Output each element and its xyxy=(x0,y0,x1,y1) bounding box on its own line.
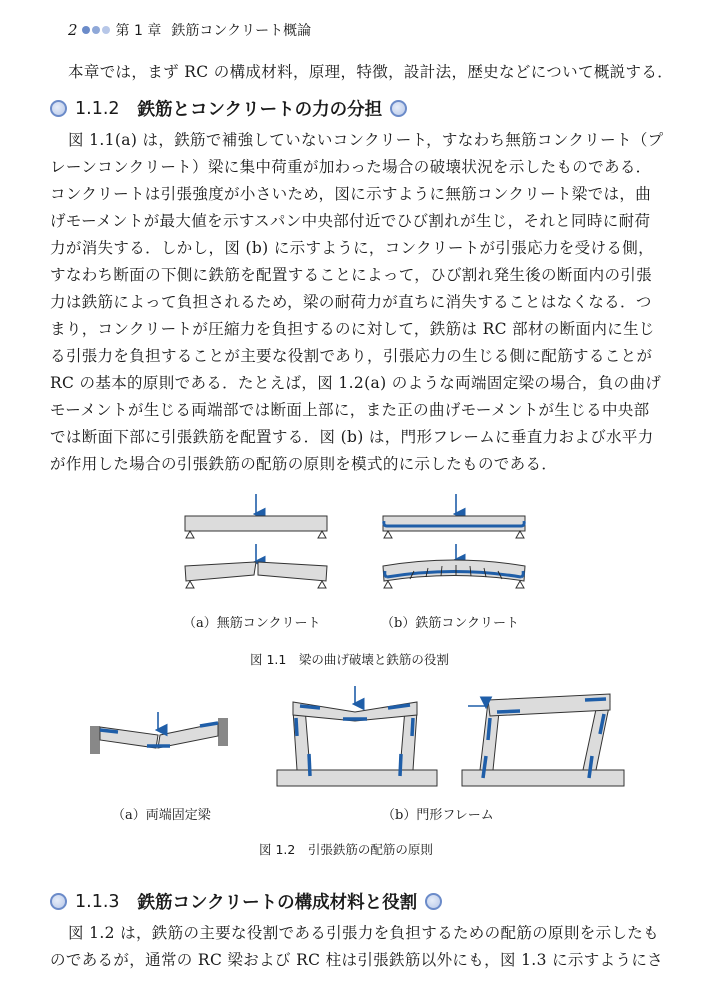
body-line: まり，コンクリートが圧縮力を負担するのに対して，鉄筋は RC 部材の断面内に生じ xyxy=(50,320,655,338)
body-line: では断面下部に引張鉄筋を配置する．図 (b) は，門形フレームに垂直力および水平力 xyxy=(50,428,654,446)
body-line: レーンコンクリート）梁に集中荷重が加わった場合の破壊状況を示したものである． xyxy=(50,158,652,176)
body-line: 図 1.2 は，鉄筋の主要な役割である引張力を負担するための配筋の原則を示したも xyxy=(68,924,660,942)
portal-frame-horizontal-load xyxy=(462,694,624,786)
chapter-title: 鉄筋コンクリート概論 xyxy=(171,23,312,39)
body-line: 力が消失する．しかし，図 (b) に示すように，コンクリートが引張応力を受ける側， xyxy=(50,239,654,257)
circle-bullet-icon xyxy=(390,100,407,117)
plain-beam-intact xyxy=(185,494,327,538)
rc-beam-intact xyxy=(383,494,525,538)
body-line: 力は鉄筋によって負担されるため，梁の耐荷力が直ちに消失することはなくなる．つ xyxy=(50,293,652,311)
section-number: 1.1.3 xyxy=(75,891,120,912)
chapter-number: 第 1 章 xyxy=(115,23,162,39)
figure-1-1-caption: 図 1.1 梁の曲げ破壊と鉄筋の役割 xyxy=(250,652,449,667)
page-number: 2 xyxy=(68,21,78,39)
figure-1-2-drawing xyxy=(0,682,712,792)
body-line: モーメントが生じる両端部では断面上部に，また正の曲げモーメントが生じる中央部 xyxy=(50,401,650,419)
figure-1-1-label-a: （a）無筋コンクリート xyxy=(183,616,321,631)
header-dots-ornament xyxy=(82,26,110,34)
rc-beam-cracked xyxy=(383,544,525,588)
circle-bullet-icon xyxy=(50,893,67,910)
fixed-end-beam xyxy=(90,712,228,754)
section-title: 鉄筋コンクリートの構成材料と役割 xyxy=(137,893,418,913)
plain-beam-cracked xyxy=(185,544,327,588)
section-number: 1.1.2 xyxy=(75,98,120,119)
body-line: 図 1.1(a) は，鉄筋で補強していないコンクリート，すなわち無筋コンクリート（プ xyxy=(68,131,664,149)
figure-1-1-label-b: （b）鉄筋コンクリート xyxy=(381,616,520,631)
body-line: が作用した場合の引張鉄筋の配筋の原則を模式的に示したものである． xyxy=(50,455,558,473)
section-heading-1-1-3 xyxy=(50,889,442,914)
section-heading-1-1-2 xyxy=(50,96,407,121)
body-line: げモーメントが最大値を示すスパン中央部付近でひび割れが生じ，それと同時に耐荷 xyxy=(50,212,651,230)
figure-1-2-caption: 図 1.2 引張鉄筋の配筋の原則 xyxy=(259,842,433,857)
body-line: コンクリートは引張強度が小さいため，図に示すように無筋コンクリート梁では，曲 xyxy=(50,185,652,203)
section-title: 鉄筋とコンクリートの力の分担 xyxy=(137,100,383,120)
portal-frame-vertical-load xyxy=(277,686,437,786)
running-header xyxy=(68,20,311,40)
figure-1-2-label-b: （b）門形フレーム xyxy=(382,808,494,823)
circle-bullet-icon xyxy=(425,893,442,910)
body-line: すなわち断面の下側に鉄筋を配置することによって，ひび割れ発生後の断面内の引張 xyxy=(50,266,652,284)
body-line: のであるが，通常の RC 梁および RC 柱は引張鉄筋以外にも，図 1.3 に示すようにさ xyxy=(50,951,664,969)
body-line: RC の基本的原則である．たとえば，図 1.2(a) のような両端固定梁の場合，負の曲げ xyxy=(50,374,662,392)
body-line: る引張力を負担することが主要な役割であり，引張応力の生じる側に配筋することが xyxy=(50,347,653,365)
circle-bullet-icon xyxy=(50,100,67,117)
figure-1-2-label-a: （a）両端固定梁 xyxy=(112,808,211,823)
figure-1-1-drawing xyxy=(0,490,712,620)
intro-paragraph: 本章では，まず RC の構成材料，原理，特徴，設計法，歴史などについて概説する． xyxy=(68,63,674,81)
